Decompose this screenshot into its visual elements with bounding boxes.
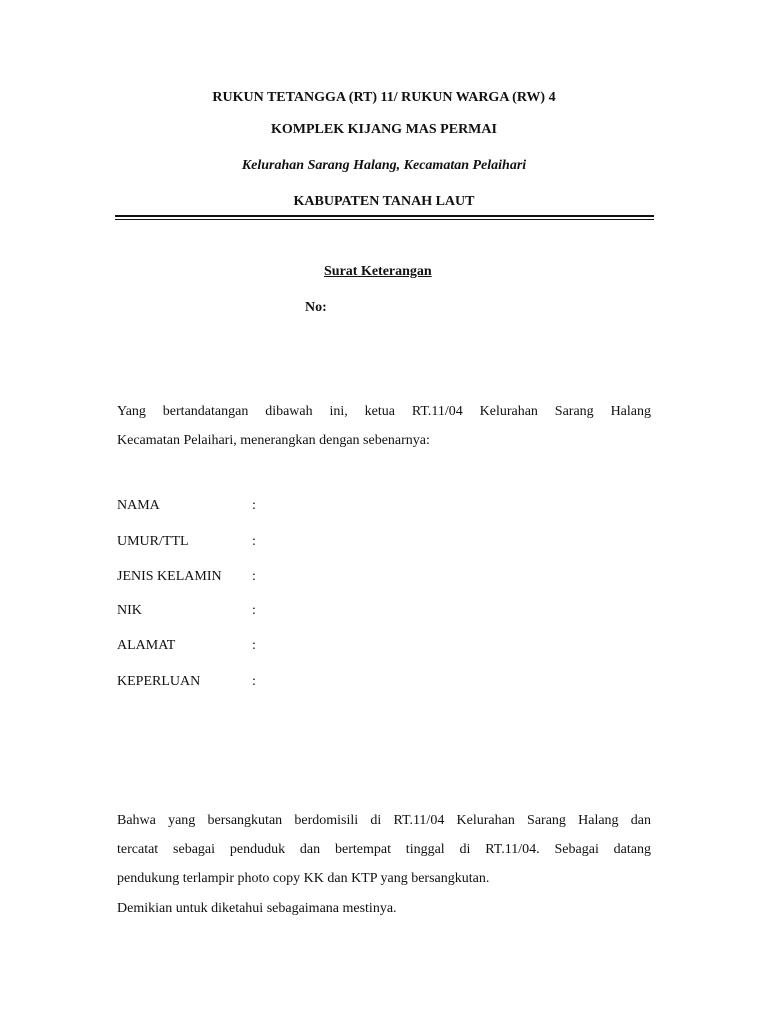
field-row-nama xyxy=(117,497,657,515)
document-number-label: No: xyxy=(305,300,327,315)
letterhead-line-4: KABUPATEN TANAH LAUT xyxy=(293,194,475,209)
field-colon-keperluan: : xyxy=(252,674,256,689)
document-title: Surat Keterangan xyxy=(324,264,432,279)
letterhead-line-3: Kelurahan Sarang Halang, Kecamatan Pelaihari xyxy=(241,158,527,173)
closing-text: Demikian untuk diketahui sebagaimana mestinya. xyxy=(117,901,397,916)
intro-line-1: Yang bertandatangan dibawah ini, ketua RT.11/04 Kelurahan Sarang Halang xyxy=(117,404,651,419)
field-label-nik: NIK xyxy=(117,603,142,618)
field-label-jenis-kelamin: JENIS KELAMIN xyxy=(117,569,222,584)
statement-paragraph xyxy=(117,806,651,893)
statement-line-2: tercatat sebagai penduduk dan bertempat tinggal di RT.11/04. Sebagai datang xyxy=(117,842,651,857)
statement-line-3: pendukung terlampir photo copy KK dan KTP yang bersangkutan. xyxy=(117,871,490,886)
field-colon-nama: : xyxy=(252,498,256,513)
field-row-nik xyxy=(117,602,657,620)
intro-paragraph xyxy=(117,397,651,455)
letterhead-rule-thick xyxy=(115,215,654,217)
field-row-umur-ttl xyxy=(117,533,657,551)
letterhead-line-2: KOMPLEK KIJANG MAS PERMAI xyxy=(271,122,497,137)
field-colon-nik: : xyxy=(252,603,256,618)
field-colon-alamat: : xyxy=(252,638,256,653)
field-colon-umur-ttl: : xyxy=(252,534,256,549)
field-label-keperluan: KEPERLUAN xyxy=(117,674,201,689)
field-colon-jenis-kelamin: : xyxy=(252,569,256,584)
intro-line-2: Kecamatan Pelaihari, menerangkan dengan sebenarnya: xyxy=(117,433,430,448)
letterhead-rule-thin xyxy=(115,219,654,220)
statement-line-1: Bahwa yang bersangkutan berdomisili di RT.11/04 Kelurahan Sarang Halang dan xyxy=(117,813,651,828)
field-row-jenis-kelamin xyxy=(117,568,657,586)
field-label-umur-ttl: UMUR/TTL xyxy=(117,534,189,549)
field-label-nama: NAMA xyxy=(117,498,160,513)
field-row-alamat xyxy=(117,637,657,655)
letterhead-line-1: RUKUN TETANGGA (RT) 11/ RUKUN WARGA (RW) 4 xyxy=(212,90,556,105)
closing-paragraph xyxy=(117,894,651,923)
field-row-keperluan xyxy=(117,673,657,691)
field-label-alamat: ALAMAT xyxy=(117,638,176,653)
